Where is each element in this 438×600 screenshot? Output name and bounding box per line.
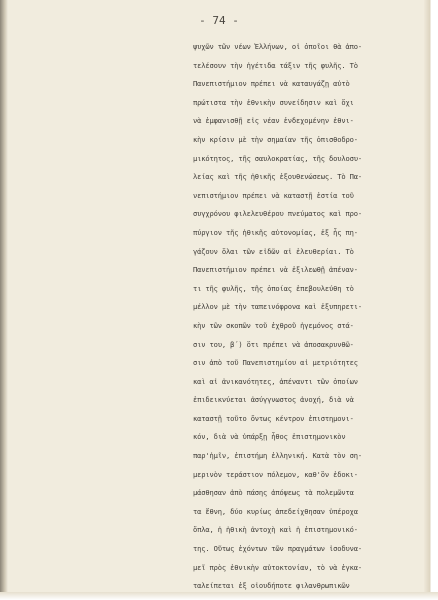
text-line: τελέσουν τὴν ἡγέτιδα τάξιν τῆς φυλῆς. Τὸ [193, 60, 358, 70]
text-line: πρώτιστα τὴν ἐθνικὴν συνείδησιν καὶ ὄχι [193, 97, 354, 107]
text-line: σιν του, β΄) ὅτι πρέπει νὰ ἀποσακρυνθῶ- [193, 339, 354, 349]
text-line: ὅπλα, ἡ ἠθικὴ ἀντοχὴ καὶ ἡ ἐπιστημονικό- [193, 525, 358, 535]
text-line: καὶ αἱ ἀνικανότητες, ἀπέναντι τῶν ὁποίων [193, 376, 358, 386]
text-line: σιν ἀπὸ τοῦ Πανεπιστημίου αἱ μετριότητες [193, 358, 358, 368]
page-number: - 74 - [199, 14, 239, 27]
text-line: Πανεπιστήμιον πρέπει νὰ καταυγάζῃ αὐτὸ [193, 79, 350, 89]
text-line: νὰ ἐμφανισθῇ εἰς νέαν ἐνδεχομένην ἐθνι- [193, 116, 354, 126]
text-line: μάσθησαν ἀπὸ πάσης ἀπόψεως τὰ πολεμῶντα [193, 488, 354, 498]
text-line: νεπιστήμιον πρέπει νὰ καταστῇ ἑστία τοῦ [193, 190, 354, 200]
text-line: μεῖ πρὸς ἐθνικὴν αὐτοκτονίαν, τὸ νὰ ἐγκα- [193, 562, 362, 572]
text-line: παρ'ἡμῖν, ἐπιστήμη ἑλληνική. Κατὰ τὸν ση- [193, 451, 362, 461]
text-line: ψυχῶν τῶν νέων Ἑλλήνων, οἱ ὁποῖοι θὰ ἀπο- [193, 42, 362, 51]
text-line: ἐπιδεικνύεται ἀσύγγνωστος ἀνοχή, διὰ νὰ [193, 395, 354, 405]
text-line: κὴν τῶν σκοπῶν τοῦ ἐχθροῦ ἡγεμόνος στά- [193, 320, 354, 330]
text-line: γάζουν ὅλαι τῶν εἰδῶν αἱ ἐλευθερίαι. Τὸ [193, 246, 354, 256]
body-text [193, 38, 415, 596]
text-line: της. Οὕτως ἐχόντων τῶν πραγμάτων ἰσοδυνα- [193, 544, 362, 554]
text-line: κὴν κρίσιν μὲ τὴν σημαίαν τῆς ὀπισθοδρο- [193, 134, 358, 144]
text-line: ταλείπεται ἐξ οἱουδήποτε φιλανθρωπικῶν [193, 581, 350, 591]
text-line: λείας καὶ τῆς ἠθικῆς ἐξουθενώσεως. Τὸ Πα- [193, 172, 362, 182]
text-line: κόν, διὰ νὰ ὑπάρξῃ ἦθος ἐπιστημονικὸν [193, 432, 346, 442]
text-line: μερινὸν τεράστιον πόλεμον, καθ'ὃν ἐδοκι- [193, 469, 358, 479]
text-line: τι τῆς φυλῆς, τῆς ὁποίας ἐπεβουλεύθη τὸ [193, 283, 354, 293]
text-line: μέλλον μὲ τὴν ταπεινόφρονα καὶ ἐξυπηρετι- [193, 302, 362, 312]
page-right-edge [424, 0, 438, 600]
text-line: Πανεπιστήμιον πρέπει νὰ ἐξιλεωθῇ ἀπέναν- [193, 265, 358, 275]
text-line: συγχρόνου φιλελευθέρου πνεύματος καὶ προ- [193, 209, 362, 219]
text-line: πύργιον τῆς ἠθικῆς αὐτονομίας, ἐξ ἧς πη- [193, 227, 358, 237]
text-line: καταστῇ τοῦτο ὄντως κέντρον ἐπιστημονι- [193, 413, 354, 423]
page-spine-shadow [0, 0, 8, 600]
text-line: τα ἔθνη, δύο κυρίως ἀπεδείχθησαν ὑπέροχα [193, 506, 358, 516]
text-line: μικότητος, τῆς σαυλοκρατίας, τῆς δουλοσυ- [193, 153, 362, 163]
